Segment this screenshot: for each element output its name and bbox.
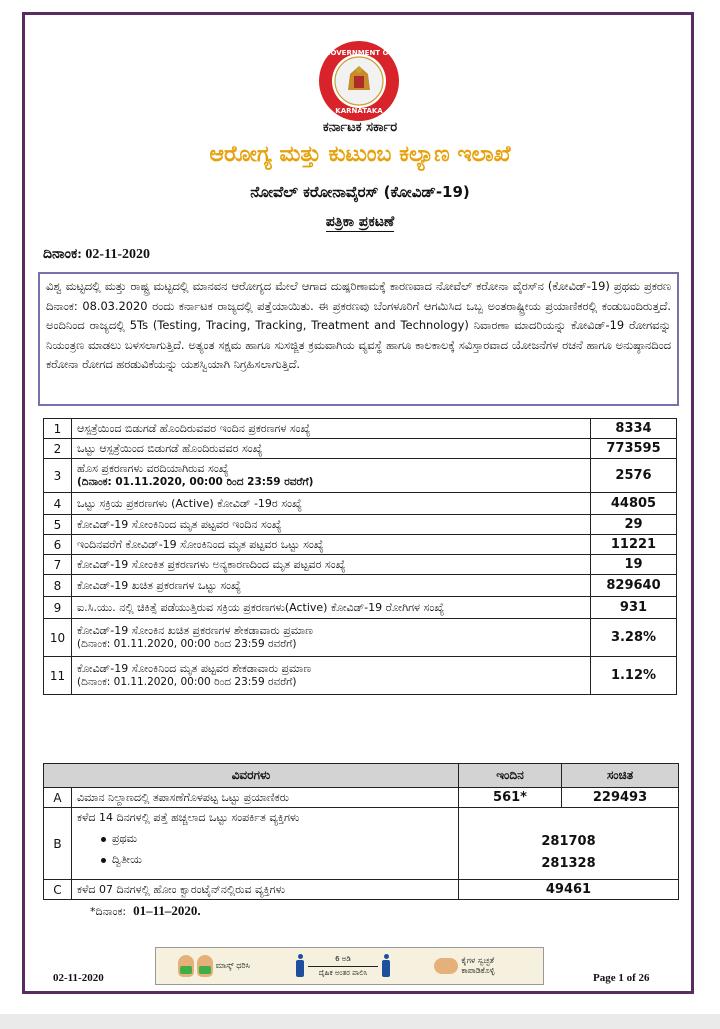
row-number: 7 — [44, 555, 72, 575]
quarantine-value: 49461 — [459, 880, 679, 900]
table-row — [44, 459, 677, 493]
row-value: 773595 — [591, 439, 677, 459]
stats-table — [43, 418, 677, 695]
karnataka-emblem — [318, 40, 400, 122]
header-total: ಸಂಚಿತ — [562, 764, 679, 788]
mask-face-icon — [197, 955, 213, 977]
row-value: 8334 — [591, 419, 677, 439]
row-value: 29 — [591, 515, 677, 535]
row-label: ಒಟ್ಟು ಆಸ್ಪತ್ರೆಯಿಂದ ಬಿಡುಗಡೆ ಹೊಂದಿರುವವರ ಸಂಖ್ಯೆ — [72, 439, 591, 459]
primary-value: 281708 — [541, 833, 596, 849]
row-label: ಹೊಸ ಪ್ರಕರಣಗಳು ವರದಿಯಾಗಿರುವ ಸಂಖ್ಯೆ (ದಿನಾಂಕ: 01.11.2020, 00:00 ರಿಂದ 23:59 ರವರೆಗೆ) — [72, 459, 591, 493]
table-row — [44, 419, 677, 439]
footer-date: 02-11-2020 — [53, 972, 104, 984]
table-row — [44, 619, 677, 657]
row-number: 10 — [44, 619, 72, 657]
row-value: 931 — [591, 597, 677, 619]
handwash-segment: ಕೈಗಳ ಸ್ವಚ್ಛತೆ ಕಾಪಾಡಿಕೊಳ್ಳಿ — [434, 956, 521, 976]
total-value: 229493 — [562, 788, 679, 808]
row-value: 11221 — [591, 535, 677, 555]
contact-values — [459, 808, 679, 880]
mask-face-icon — [178, 955, 194, 977]
row-number: 9 — [44, 597, 72, 619]
header-today: ಇಂದಿನ — [459, 764, 562, 788]
row-label: ಕಳೆದ 14 ದಿನಗಳಲ್ಲಿ ಪತ್ತೆ ಹಚ್ಚಲಾದ ಒಟ್ಟು ಸಂಪರ್ಕಿತ ವ್ಯಕ್ತಿಗಳು ಪ್ರಥಮ ದ್ವಿತೀಯ — [72, 808, 459, 880]
distance-segment: 6 ಅಡಿ ದೈಹಿಕ ಅಂತರ ಪಾಲಿಸಿ — [295, 954, 391, 978]
row-sublabel: (ದಿನಾಂಕ: 01.11.2020, 00:00 ರಿಂದ 23:59 ರವರೆಗೆ) — [77, 476, 314, 488]
page-number: Page 1 of 26 — [593, 972, 650, 984]
row-number: 5 — [44, 515, 72, 535]
row-letter: C — [44, 880, 72, 900]
note: *ದಿನಾಂಕ: 01–11–2020. — [90, 903, 201, 918]
row-label: ಕೋವಿಡ್-19 ಖಚಿತ ಪ್ರಕರಣಗಳ ಒಟ್ಟು ಸಂಖ್ಯೆ — [72, 575, 591, 597]
row-label: ಆಸ್ಪತ್ರೆಯಿಂದ ಬಿಡುಗಡೆ ಹೊಂದಿರುವವರ ಇಂದಿನ ಪ್ರಕರಣಗಳ ಸಂಖ್ಯೆ — [72, 419, 591, 439]
row-number: 6 — [44, 535, 72, 555]
table-row — [44, 597, 677, 619]
row-sublabel: (ದಿನಾಂಕ: 01.11.2020, 00:00 ರಿಂದ 23:59 ರವರೆಗೆ) — [77, 638, 297, 650]
header-details: ವಿವರಗಳು — [44, 764, 459, 788]
row-label: ಒಟ್ಟು ಸಕ್ರಿಯ ಪ್ರಕರಣಗಳು (Active) ಕೋವಿಡ್ -19ರ ಸಂಖ್ಯೆ — [72, 493, 591, 515]
table-row — [44, 808, 679, 880]
row-sublabel: (ದಿನಾಂಕ: 01.11.2020, 00:00 ರಿಂದ 23:59 ರವರೆಗೆ) — [77, 676, 297, 688]
release-date: ದಿನಾಂಕ: 02-11-2020 — [43, 247, 150, 262]
row-label: ಕೋವಿಡ್-19 ಸೋಂಕಿತ ಪ್ರಕರಣಗಳು ಅನ್ಯಕಾರಣದಿಂದ ಮೃತ ಪಟ್ಟವರ ಸಂಖ್ಯೆ — [72, 555, 591, 575]
travel-table — [43, 763, 679, 900]
government-name: ಕರ್ನಾಟಕ ಸರ್ಕಾರ — [322, 120, 398, 135]
row-number: 2 — [44, 439, 72, 459]
table-row — [44, 575, 677, 597]
intro-paragraph: ವಿಶ್ವ ಮಟ್ಟದಲ್ಲಿ ಮತ್ತು ರಾಷ್ಟ್ರ ಮಟ್ಟದಲ್ಲಿ ಮಾನವನ ಆರೋಗ್ಯದ ಮೇಲೆ ಆಗಾದ ದುಷ್ಪರಿಣಾಮಕ್ಕೆ ಕಾರಣವಾದ ನೋವೆಲ್ ಕರೋನಾ ವೈರಸ್‌ನ (ಕೋವಿಡ್-19) ಪ್ರಥಮ ಪ್ರಕರಣ ದಿನಾಂಕ: 08.03.2020 ರಂದು ಕರ್ನಾಟಕ ರಾಜ್ಯದಲ್ಲಿ ಪತ್ತೆಯಾಯಿತು. ಈ ಪ್ರಕರಣವು ಬೆಂಗಳೂರಿಗೆ ಆಗಮಿಸಿದ ಒಬ್ಬ ಅಂತರಾಷ್ಟ್ರೀಯ ಪ್ರಯಾಣಿಕರಲ್ಲಿ ಕಂಡುಬಂದಿರುತ್ತದೆ. ಅಂದಿನಿಂದ ರಾಜ್ಯದಲ್ಲಿ 5Ts (Testing, Tracing, Tracking, Treatment and Technology) ನಿವಾರಣಾ ಮಾದರಿಯನ್ನು ಕೋವಿಡ್-19 ರೋಗವನ್ನು ನಿಯಂತ್ರಣ ಮಾಡಲು ಬಳಸಲಾಗುತ್ತಿದೆ. ಅತ್ಯಂತ ಸಕ್ಷಮ ಹಾಗೂ ಸುಸಜ್ಜಿತ ಕ್ರಮವಾಗಿಯ ವ್ಯವಸ್ಥೆ ಹಾಗೂ ಕಾಲಕಾಲಕ್ಕೆ ಸವಿಸ್ತಾರವಾದ ಯೋಜನೆಗಳ ರಚನೆ ಹಾಗೂ ಅನುಷ್ಠಾನದಿಂದ ಕರೋನಾ ರೋಗದ ಹರಡುವಿಕೆಯನ್ನು ಯಶಸ್ವಿಯಾಗಿ ನಿಗ್ರಹಿಸಲಾಗುತ್ತಿದೆ. — [38, 272, 679, 406]
svg-text:GOVERNMENT OF: GOVERNMENT OF — [324, 49, 394, 57]
covid-safety-banner — [155, 947, 544, 985]
row-label: ಕೋವಿಡ್-19 ಸೋಂಕಿನಿಂದ ಮೃತ ಪಟ್ಟವರ ಇಂದಿನ ಸಂಖ್ಯೆ — [72, 515, 591, 535]
mask-segment: ಮಾಸ್ಕ್ ಧರಿಸಿ — [178, 955, 252, 977]
row-number: 4 — [44, 493, 72, 515]
subtitle: ನೋವೆಲ್ ಕರೋನಾವೈರಸ್ (ಕೋವಿಡ್-19) — [250, 183, 470, 201]
person-icon — [295, 954, 305, 978]
table-row — [44, 493, 677, 515]
row-label: ವಿಮಾನ ನಿಲ್ದಾಣದಲ್ಲಿ ತಪಾಸಣೆಗೊಳಪಟ್ಟ ಒಟ್ಟು ಪ್ರಯಾಣಿಕರು — [72, 788, 459, 808]
handwash-icon — [434, 958, 458, 974]
row-label: ಕೋವಿಡ್-19 ಸೋಂಕಿನ ಖಚಿತ ಪ್ರಕರಣಗಳ ಶೇಕಡಾವಾರು ಪ್ರಮಾಣ (ದಿನಾಂಕ: 01.11.2020, 00:00 ರಿಂದ 23:59 ರವರೆಗೆ) — [72, 619, 591, 657]
table-row — [44, 555, 677, 575]
list-item: ಪ್ರಥಮ — [77, 832, 453, 846]
row-value: 44805 — [591, 493, 677, 515]
person-icon — [381, 954, 391, 978]
row-number: 3 — [44, 459, 72, 493]
table-row — [44, 515, 677, 535]
row-value: 3.28% — [591, 619, 677, 657]
table-row — [44, 788, 679, 808]
secondary-value: 281328 — [541, 855, 596, 871]
viewer-strip — [0, 1014, 720, 1029]
row-letter: B — [44, 808, 72, 880]
today-value: 561* — [459, 788, 562, 808]
row-value: 2576 — [591, 459, 677, 493]
row-number: 11 — [44, 657, 72, 695]
row-value: 1.12% — [591, 657, 677, 695]
row-number: 8 — [44, 575, 72, 597]
row-label: ಐ.ಸಿ.ಯು. ನಲ್ಲಿ ಚಿಕಿತ್ಸೆ ಪಡೆಯುತ್ತಿರುವ ಸಕ್ರಿಯ ಪ್ರಕರಣಗಳು(Active) ಕೋವಿಡ್-19 ರೋಗಿಗಳ ಸಂಖ್ಯೆ — [72, 597, 591, 619]
table-row — [44, 880, 679, 900]
table-row — [44, 439, 677, 459]
row-value: 829640 — [591, 575, 677, 597]
row-label: ಇಂದಿನವರೆಗೆ ಕೋವಿಡ್-19 ಸೋಂಕಿನಿಂದ ಮೃತ ಪಟ್ಟವರ ಒಟ್ಟು ಸಂಖ್ಯೆ — [72, 535, 591, 555]
row-label: ಕಳೆದ 07 ದಿನಗಳಲ್ಲಿ ಹೋಂ ಕ್ವಾರಂಟೈನ್‌ನಲ್ಲಿರುವ ವ್ಯಕ್ತಿಗಳು — [72, 880, 459, 900]
list-item: ದ್ವಿತೀಯ — [77, 853, 453, 867]
row-number: 1 — [44, 419, 72, 439]
department-title: ಆರೋಗ್ಯ ಮತ್ತು ಕುಟುಂಬ ಕಲ್ಯಾಣ ಇಲಾಖೆ — [209, 142, 511, 167]
row-label: ಕೋವಿಡ್-19 ಸೋಂಕಿನಿಂದ ಮೃತ ಪಟ್ಟವರ ಶೇಕಡಾವಾರು ಪ್ರಮಾಣ (ದಿನಾಂಕ: 01.11.2020, 00:00 ರಿಂದ 23:59 ರವರೆಗೆ) — [72, 657, 591, 695]
svg-text:KARNATAKA: KARNATAKA — [335, 107, 383, 115]
table-row — [44, 657, 677, 695]
row-value: 19 — [591, 555, 677, 575]
press-release-heading: ಪತ್ರಿಕಾ ಪ್ರಕಟಣೆ — [325, 214, 395, 230]
row-letter: A — [44, 788, 72, 808]
table-row — [44, 535, 677, 555]
